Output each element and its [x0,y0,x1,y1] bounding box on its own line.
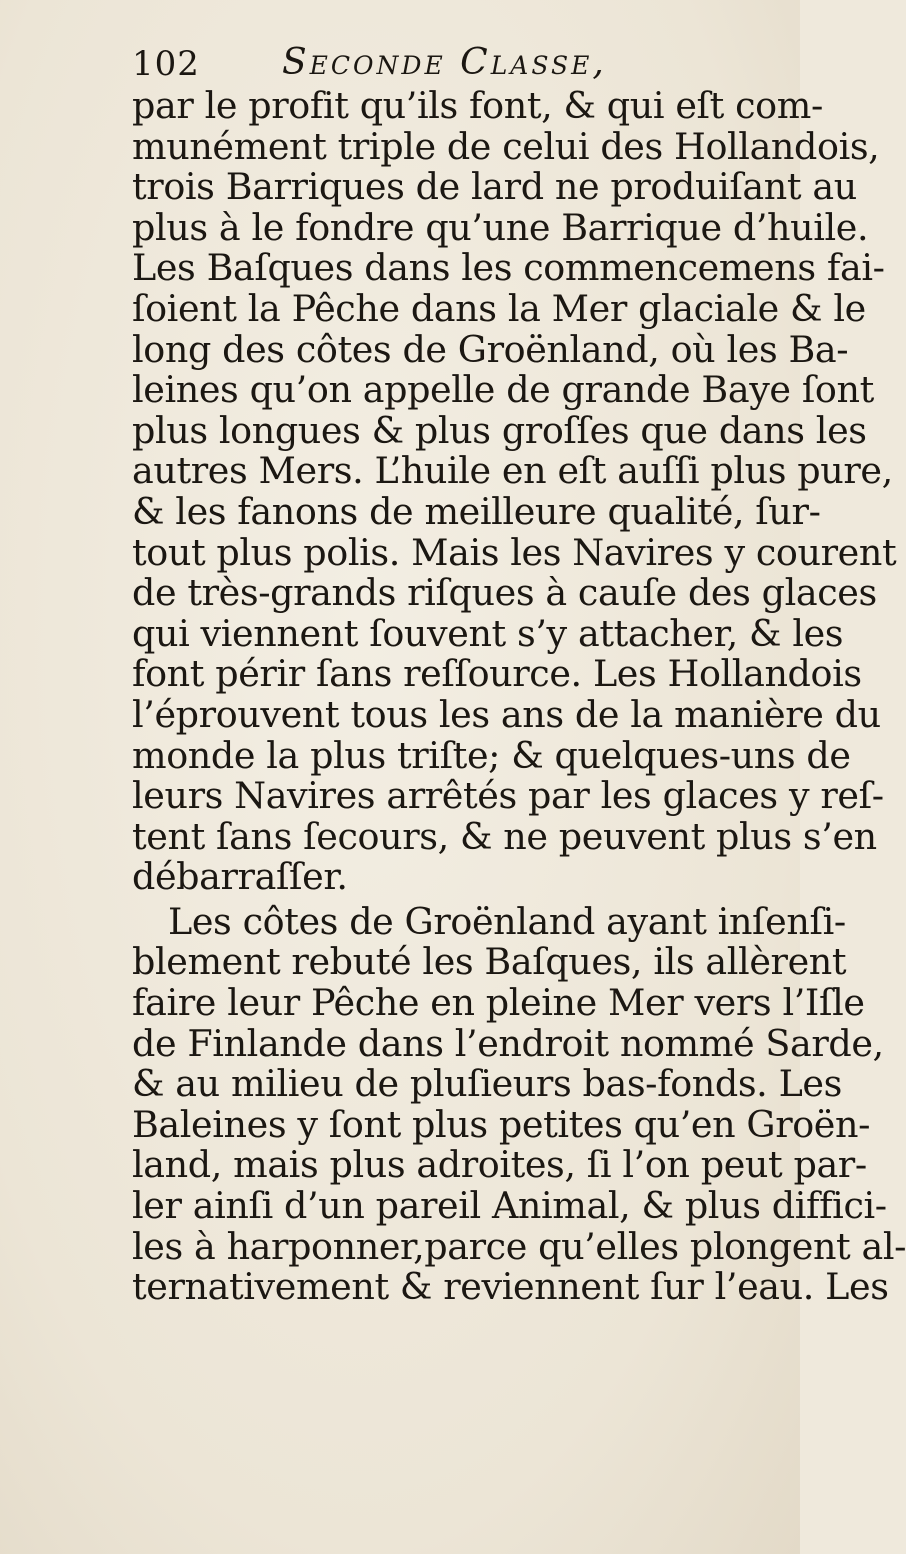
text-line: Les Baſques dans les commencemens fai- [132,246,885,290]
text-line: leurs Navires arrêtés par les glaces y reſ- [132,774,884,818]
text-line: blement rebuté les Baſques, ils allèrent [132,940,847,984]
text-line: land, mais plus adroites, ſi l’on peut par- [132,1143,867,1187]
text-line: les à harponner,parce qu’elles plongent al- [132,1224,906,1268]
text-line: ſoient la Pêche dans la Mer glaciale & le [132,286,866,330]
text-line: autres Mers. L’huile en eſt auſſi plus pure, [132,449,893,493]
text-line: faire leur Pêche en pleine Mer vers l’Iſle [132,981,865,1025]
text-line: ternativement & reviennent ſur l’eau. Les [132,1265,889,1309]
text-line: & les fanons de meilleure qualité, ſur- [132,489,821,533]
text-line: leines qu’on appelle de grande Baye ſont [132,368,874,412]
text-line: tout plus polis. Mais les Navires y courent [132,530,897,574]
text-line: ler ainſi d’un pareil Animal, & plus diffici- [132,1184,887,1228]
page-number: 102 [132,44,200,84]
paragraph-2 [132,899,906,1309]
text-line: de très-grands riſques à cauſe des glaces [132,571,877,615]
text-line: Baleines y ſont plus petites qu’en Groën- [132,1102,871,1146]
text-line: & au milieu de pluſieurs bas-fonds. Les [132,1062,842,1106]
text-line: munément triple de celui des Hollandois, [132,124,880,168]
body-text [132,84,906,1309]
paragraph-1 [132,84,897,899]
text-line: long des côtes de Groënland, où les Ba- [132,327,849,371]
text-line: l’éprouvent tous les ans de la manière du [132,692,881,736]
text-line: trois Barriques de lard ne produiſant au [132,165,857,209]
text-line: de Finlande dans l’endroit nommé Sarde, [132,1021,884,1065]
text-line: Les côtes de Groënland ayant inſenſi- [168,899,846,943]
text-line: font périr ſans reſſource. Les Hollandois [132,652,862,696]
running-title: Seconde Classe, [282,42,607,83]
text-line: qui viennent ſouvent s’y attacher, & les [132,611,844,655]
text-line: tent ſans ſecours, & ne peuvent plus s’en [132,814,877,858]
text-line: plus longues & plus groſſes que dans les [132,408,867,452]
text-line: monde la plus triſte; & quelques-uns de [132,733,851,777]
text-line: plus à le fondre qu’une Barrique d’huile. [132,205,869,249]
text-line: par le profit qu’ils font, & qui eſt com- [132,84,823,127]
text-line: débarraſſer. [132,855,348,899]
